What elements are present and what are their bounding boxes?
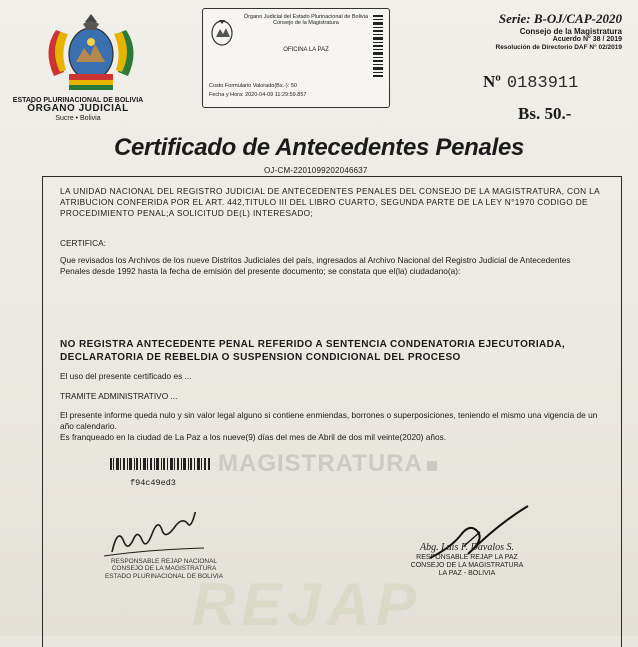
left-signature-icon	[84, 512, 224, 562]
number-label: Nº	[483, 72, 501, 91]
receipt-date: Fecha y Hora: 2020-04-09 11:29:59.857	[209, 92, 307, 98]
right-signer-name: Abg. Luis F. Davalos S.	[420, 542, 514, 553]
right-stamp-line2: CONSEJO DE LA MAGISTRATURA	[410, 561, 524, 569]
revisados-paragraph: Que revisados los Archivos de los nueve Distritos Judiciales del país, ingresados al Archivo Nacional del Registro Judicial de Antecedentes Penales desde 1992 hasta la fecha de emisión del presente documento; se constata que el(la) ciudadano(a):	[60, 255, 571, 277]
series-acuerdo: Acuerdo N° 38 / 2019	[552, 36, 622, 44]
right-stamp-line1: RESPONSABLE REJAP LA PAZ	[416, 553, 518, 561]
price: Bs. 50.-	[518, 104, 572, 123]
uso-paragraph: El uso del presente certificado es ...	[60, 371, 192, 381]
issuer-city: Sucre • Bolivia	[55, 114, 101, 122]
watermark-magistratura-text: MAGISTRATURA	[218, 450, 423, 477]
franqueado-paragraph: Es franqueado en la ciudad de La Paz a los nueve(9) días del mes de Abril de dos mil veinte(2020) años.	[60, 432, 447, 442]
certifica-label: CERTIFICA:	[60, 238, 106, 248]
right-stamp-line3: LA PAZ - BOLIVIA	[438, 569, 496, 577]
receipt-header-1: Órgano Judicial del Estado Plurinacional de Bolivia	[243, 14, 369, 20]
left-signature-stamp	[84, 558, 244, 580]
left-stamp-line3: ESTADO PLURINACIONAL DE BOLIVIA	[104, 572, 224, 580]
series-consejo: Consejo de la Magistratura	[519, 26, 622, 36]
series-block	[452, 12, 622, 52]
watermark-square-icon	[427, 461, 437, 471]
watermark-magistratura	[218, 450, 437, 478]
left-stamp-line1: RESPONSABLE REJAP NACIONAL	[110, 558, 218, 565]
vertical-barcode-icon	[373, 15, 383, 79]
left-stamp-line2: CONSEJO DE LA MAGISTRATURA	[111, 565, 217, 573]
tramite-paragraph: TRAMITE ADMINISTRATIVO ...	[60, 391, 178, 401]
issuer-country: ESTADO PLURINACIONAL DE BOLIVIA	[12, 97, 144, 104]
document-code: OJ-CM-2201099202046637	[264, 166, 368, 175]
receipt-office: OFICINA LA PAZ	[283, 47, 329, 53]
receipt-header	[241, 14, 371, 27]
bolivia-coat-of-arms-icon	[36, 10, 146, 100]
receipt-cost: Costo Formulario Valorado(Bs.-): 50	[209, 83, 297, 89]
certificate-number	[483, 72, 578, 93]
document-title: Certificado de Antecedentes Penales	[113, 134, 525, 161]
barcode-icon	[110, 458, 210, 470]
receipt-box	[202, 8, 390, 108]
nulo-paragraph: El presente informe queda nulo y sin valor legal alguno si contiene enmiendas, borrones o superposiciones, teniendo el mismo una vigencia de un año calendario.	[60, 410, 598, 432]
result-statement: NO REGISTRA ANTECEDENTE PENAL REFERIDO A SENTENCIA CONDENATORIA EJECUTORIADA, DECLARATORIA DE REBELDIA O SUSPENSION CONDICIONAL DEL PROCESO	[60, 339, 566, 363]
intro-paragraph: LA UNIDAD NACIONAL DEL REGISTRO JUDICIAL DE ANTECEDENTES PENALES DEL CONSEJO DE LA MAGISTRATURA, CON LA ATRIBUCION CONFERIDA POR EL ART. 442,TITULO III DEL LIBRO CUARTO, SEGUNDA PARTE DE LA LEY N°1970 CODIGO DE PROCEDIMIENTO PENAL;A SOLICITUD DE(L) INTERESADO;	[60, 186, 600, 219]
receipt-header-2: Consejo de la Magistratura	[273, 20, 339, 27]
issuer-block	[8, 97, 148, 122]
number-value: 0183911	[506, 74, 579, 93]
issuer-organ: ÓRGANO JUDICIAL	[27, 103, 129, 115]
seal-icon	[209, 17, 235, 47]
barcode-text: f94c49ed3	[130, 478, 176, 488]
right-signature-stamp	[392, 542, 542, 578]
series-code: Serie: B-OJ/CAP-2020	[498, 11, 622, 26]
series-resolucion: Resolución de Directorio DAF N° 02/2019	[495, 44, 622, 52]
watermark-rejap: REJAP	[192, 571, 423, 638]
